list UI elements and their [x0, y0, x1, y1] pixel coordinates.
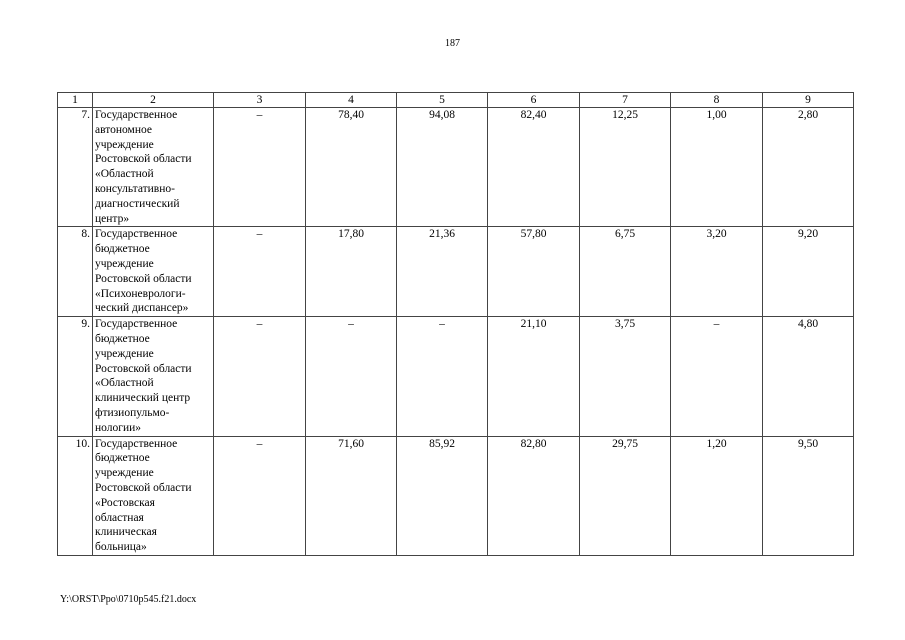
institution-name-line: ческий диспансер» — [95, 302, 189, 315]
institution-name-line: больница» — [95, 541, 147, 554]
value-cell: – — [671, 317, 763, 436]
institution-name — [93, 436, 214, 555]
institution-name-line: бюджетное — [95, 332, 150, 345]
page-number: 187 — [445, 38, 460, 49]
table-row — [58, 317, 854, 436]
institution-name-line: нологии» — [95, 421, 142, 434]
value-cell: 21,36 — [397, 227, 488, 317]
institution-name-line: областная — [95, 511, 144, 524]
institution-name-line: учреждение — [95, 347, 154, 360]
column-header: 1 — [58, 93, 93, 108]
value-cell: 3,20 — [671, 227, 763, 317]
value-cell: 29,75 — [580, 436, 671, 555]
institution-name-line: клиническая — [95, 526, 157, 539]
column-header: 8 — [671, 93, 763, 108]
institution-name-line: Государственное — [95, 109, 178, 121]
row-number: 10. — [58, 436, 93, 555]
value-cell: 12,25 — [580, 108, 671, 227]
value-cell: 1,20 — [671, 436, 763, 555]
row-number: 9. — [58, 317, 93, 436]
column-header: 2 — [93, 93, 214, 108]
value-cell: – — [306, 317, 397, 436]
institution-name-line: бюджетное — [95, 243, 150, 256]
institution-name-line: консультативно- — [95, 182, 175, 195]
column-header: 7 — [580, 93, 671, 108]
institution-name — [93, 227, 214, 317]
data-table — [57, 92, 854, 556]
value-cell: – — [214, 317, 306, 436]
value-cell: 4,80 — [763, 317, 854, 436]
value-cell: 9,50 — [763, 436, 854, 555]
institution-name-line: «Ростовская — [95, 496, 155, 509]
column-header: 6 — [488, 93, 580, 108]
table-row — [58, 436, 854, 555]
institution-name-line: диагностический — [95, 197, 180, 210]
institution-name-line: «Областной — [95, 168, 154, 181]
value-cell: 3,75 — [580, 317, 671, 436]
table-body — [58, 108, 854, 556]
institution-name-line: Ростовской области — [95, 153, 192, 166]
institution-name-line: учреждение — [95, 138, 154, 151]
institution-name-line: «Психоневрологи- — [95, 287, 186, 300]
table-row — [58, 108, 854, 227]
value-cell: 2,80 — [763, 108, 854, 227]
column-header: 9 — [763, 93, 854, 108]
value-cell: – — [214, 108, 306, 227]
institution-name-line: центр» — [95, 212, 130, 225]
institution-name-line: «Областной — [95, 377, 154, 390]
table-row — [58, 227, 854, 317]
footer-file-path: Y:\ORST\Ppo\0710p545.f21.docx — [60, 594, 197, 605]
value-cell: 78,40 — [306, 108, 397, 227]
value-cell: 82,80 — [488, 436, 580, 555]
institution-name-line: Ростовской области — [95, 481, 192, 494]
institution-name-line: учреждение — [95, 257, 154, 270]
value-cell: 82,40 — [488, 108, 580, 227]
institution-name — [93, 108, 214, 227]
value-cell: 6,75 — [580, 227, 671, 317]
column-header: 5 — [397, 93, 488, 108]
value-cell: 9,20 — [763, 227, 854, 317]
institution-name-line: Ростовской области — [95, 362, 192, 375]
institution-name-line: Ростовской области — [95, 272, 192, 285]
value-cell: – — [397, 317, 488, 436]
row-number: 7. — [58, 108, 93, 227]
institution-name-line: фтизиопульмо- — [95, 406, 170, 419]
table-header-row — [58, 93, 854, 108]
column-header: 3 — [214, 93, 306, 108]
institution-name — [93, 317, 214, 436]
value-cell: 57,80 — [488, 227, 580, 317]
value-cell: 71,60 — [306, 436, 397, 555]
institution-name-line: Государственное — [95, 318, 178, 331]
value-cell: – — [214, 227, 306, 317]
institution-name-line: клинический центр — [95, 392, 191, 405]
institution-name-line: Государственное — [95, 437, 178, 450]
value-cell: 94,08 — [397, 108, 488, 227]
institution-name-line: бюджетное — [95, 452, 150, 465]
institution-name-line: автономное — [95, 123, 152, 136]
column-header: 4 — [306, 93, 397, 108]
value-cell: 85,92 — [397, 436, 488, 555]
value-cell: 21,10 — [488, 317, 580, 436]
institution-name-line: учреждение — [95, 467, 154, 480]
value-cell: 1,00 — [671, 108, 763, 227]
row-number: 8. — [58, 227, 93, 317]
value-cell: 17,80 — [306, 227, 397, 317]
institution-name-line: Государственное — [95, 228, 178, 241]
value-cell: – — [214, 436, 306, 555]
